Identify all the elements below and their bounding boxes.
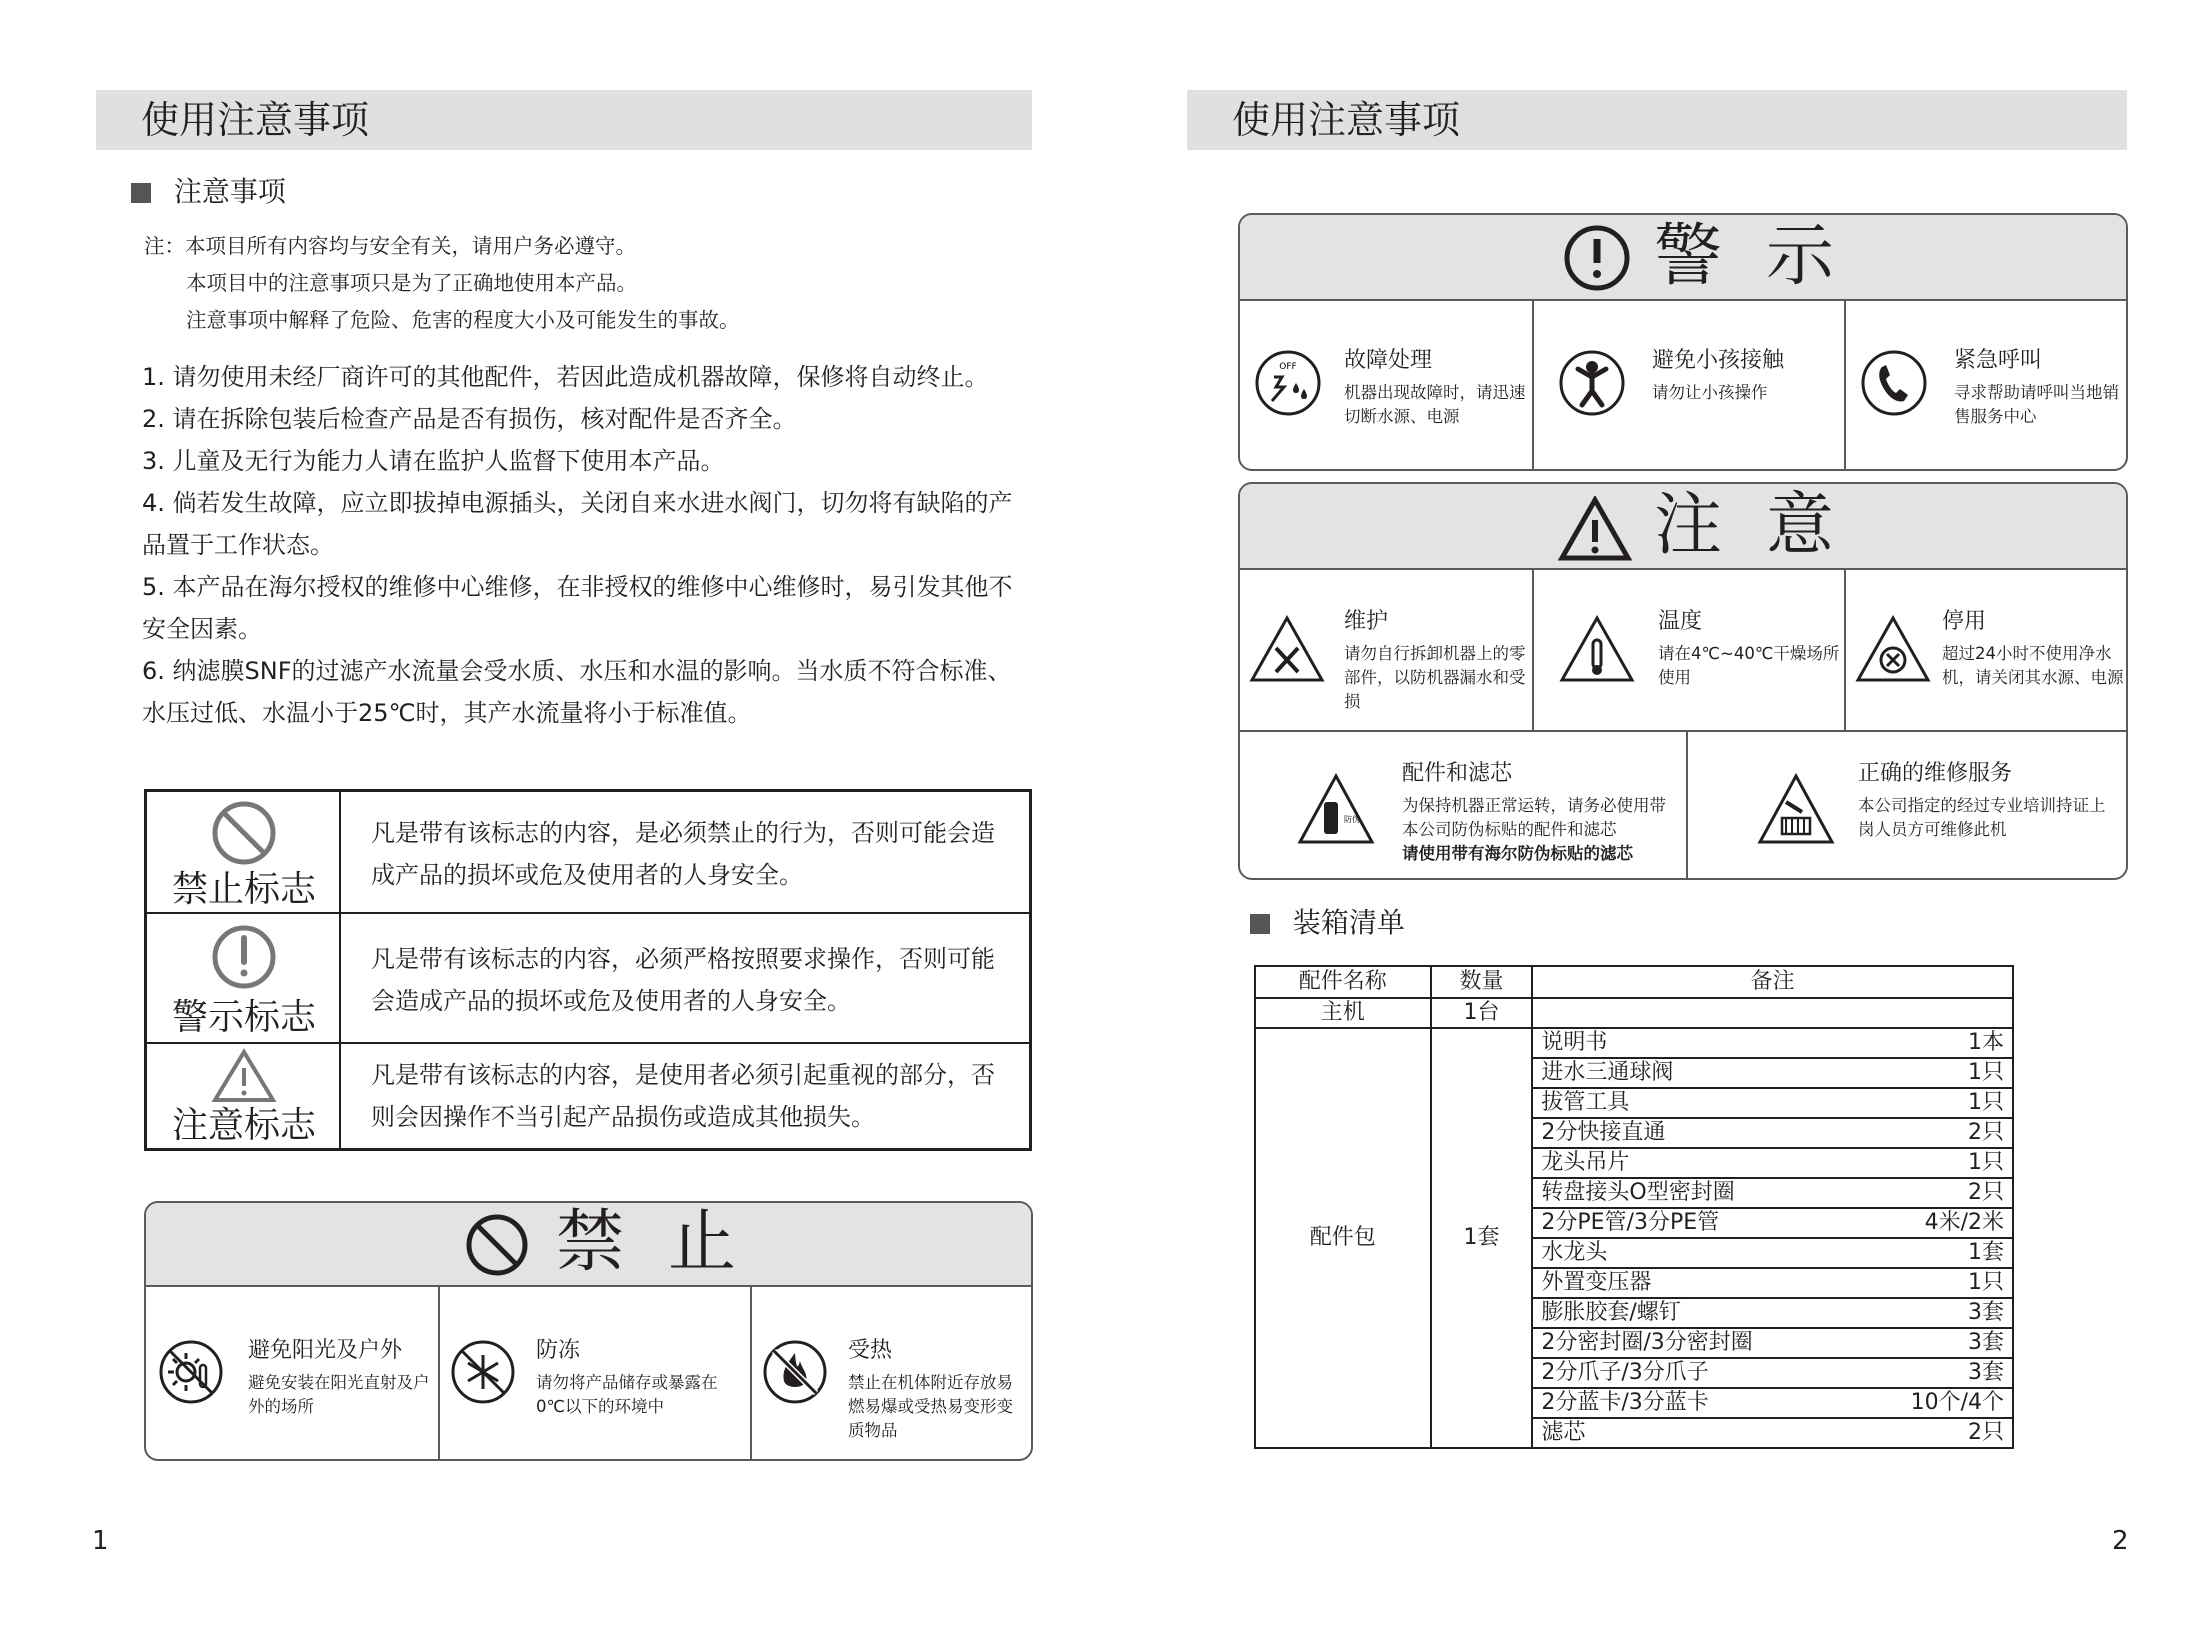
page1-header	[96, 90, 1032, 150]
numbered-item: 1. 请勿使用未经厂商许可的其他配件，若因此造成机器故障，保修将自动终止。	[142, 363, 989, 391]
numbered-item: 6. 纳滤膜SNF的过滤产水流量会受水质、水压和水温的影响。当水质不符合标准、	[142, 657, 1012, 685]
no-sunlight-icon	[158, 1339, 224, 1405]
tools-icon	[1248, 614, 1326, 684]
cell-title: 维护	[1344, 609, 1389, 634]
accessory-name: 滤芯	[1541, 1420, 1586, 1445]
accessory-name: 外置变压器	[1541, 1270, 1652, 1295]
page-number: 2	[2112, 1526, 2129, 1556]
cell-title: 温度	[1658, 609, 1703, 634]
note-line: 本项目中的注意事项只是为了正确地使用本产品。	[186, 271, 637, 295]
cell-desc: 请勿将产品储存或暴露在0℃以下的环境中	[536, 1373, 718, 1416]
legend-row-caution	[147, 1044, 1029, 1148]
column-header: 配件名称	[1255, 966, 1431, 998]
power-off-icon	[1254, 349, 1322, 417]
exclamation-circle-icon	[211, 924, 277, 990]
accessory-qty: 1只	[1968, 1060, 2004, 1085]
caution-panel	[1238, 482, 2128, 880]
cell-desc: 请勿让小孩操作	[1652, 383, 1768, 402]
accessory-cell	[1532, 1328, 2013, 1358]
accessory-cell	[1532, 1358, 2013, 1388]
cell-title: 避免阳光及户外	[248, 1338, 403, 1363]
accessory-qty: 2只	[1968, 1180, 2004, 1205]
item-qty: 1台	[1431, 998, 1533, 1028]
kit-name: 配件包	[1255, 1028, 1431, 1448]
child-icon	[1558, 349, 1626, 417]
numbered-item: 品置于工作状态。	[142, 531, 334, 559]
column-header: 数量	[1431, 966, 1533, 998]
accessory-qty: 3套	[1968, 1300, 2004, 1325]
accessory-name: 2分密封圈/3分密封圈	[1541, 1330, 1753, 1355]
snowflake-icon	[450, 1339, 516, 1405]
cell-desc: 本公司指定的经过专业培训持证上岗人员方可维修此机	[1858, 796, 2106, 839]
legend-row-prohibit	[147, 792, 1029, 914]
table-row	[1255, 998, 2013, 1028]
warning-cell-call	[1844, 301, 2128, 471]
cell-title: 防冻	[536, 1338, 581, 1363]
numbered-item: 水压过低、水温小于25℃时，其产水流量将小于标准值。	[142, 699, 752, 727]
legend-text: 凡是带有该标志的内容，是使用者必须引起重视的部分，否则会因操作不当引起产品损伤或造成其他损失。	[371, 1061, 995, 1131]
accessory-cell	[1532, 1028, 2013, 1058]
column-header: 备注	[1532, 966, 2013, 998]
caution-cell-filter	[1240, 732, 1686, 880]
accessory-name: 水龙头	[1541, 1240, 1608, 1265]
accessory-qty: 10个/4个	[1910, 1390, 2004, 1415]
accessory-name: 说明书	[1541, 1030, 1608, 1055]
packing-list-table	[1254, 965, 2014, 1449]
numbered-item: 4. 倘若发生故障，应立即拔掉电源插头，关闭自来水进水阀门，切勿将有缺陷的产	[142, 489, 1013, 517]
caution-cell-maintain	[1240, 570, 1532, 732]
accessory-cell	[1532, 1208, 2013, 1238]
thermometer-icon	[1558, 614, 1636, 684]
note-line: 注：本项目所有内容均与安全有关，请用户务必遵守。	[144, 234, 636, 258]
accessory-name: 2分爪子/3分爪子	[1541, 1360, 1709, 1385]
prohibit-cell-freeze	[438, 1287, 750, 1461]
prohibit-cell-heat	[750, 1287, 1033, 1461]
accessory-qty: 2只	[1968, 1420, 2004, 1445]
stop-x-icon	[1854, 614, 1932, 684]
warning-panel	[1238, 213, 2128, 471]
warning-title: 警示	[1654, 217, 1879, 296]
accessory-qty: 2只	[1968, 1120, 2004, 1145]
accessory-cell	[1532, 1238, 2013, 1268]
item-name: 主机	[1255, 998, 1431, 1028]
numbered-item: 2. 请在拆除包装后检查产品是否有损伤，核对配件是否齐全。	[142, 405, 797, 433]
cell-title: 配件和滤芯	[1402, 761, 1513, 786]
caution-cell-temperature	[1532, 570, 1844, 732]
section-title-notes: 注意事项	[131, 174, 286, 210]
accessory-qty: 1套	[1968, 1240, 2004, 1265]
page2-header-title: 使用注意事项	[1232, 98, 1461, 142]
section-title-packing: 装箱清单	[1250, 905, 1405, 941]
accessory-name: 膨胀胶套/螺钉	[1541, 1300, 1681, 1325]
caution-cell-service	[1686, 732, 2128, 880]
page1-header-title: 使用注意事项	[141, 98, 370, 142]
cell-desc: 请在4℃~40℃干燥场所使用	[1658, 644, 1840, 687]
accessory-name: 龙头吊片	[1541, 1150, 1630, 1175]
no-fire-icon	[762, 1339, 828, 1405]
off-text: OFF	[1279, 362, 1297, 372]
prohibit-icon	[464, 1212, 530, 1278]
accessory-cell	[1532, 1178, 2013, 1208]
accessory-cell	[1532, 1298, 2013, 1328]
warning-triangle-icon	[211, 1048, 277, 1104]
cell-desc: 为保持机器正常运转，请务必使用带本公司防伪标贴的配件和滤芯	[1402, 796, 1666, 839]
accessory-qty: 1只	[1968, 1270, 2004, 1295]
accessory-qty: 4米/2米	[1924, 1210, 2004, 1235]
accessory-cell	[1532, 1418, 2013, 1448]
cell-title: 避免小孩接触	[1652, 348, 1785, 373]
page-number: 1	[92, 1526, 109, 1556]
cell-title: 停用	[1942, 609, 1987, 634]
cell-desc: 避免安装在阳光直射及户外的场所	[248, 1373, 430, 1416]
caution-cell-stop	[1844, 570, 2128, 732]
note-line: 注意事项中解释了危险、危害的程度大小及可能发生的事故。	[186, 308, 740, 332]
cell-desc: 寻求帮助请呼叫当地销售服务中心	[1954, 383, 2119, 426]
legend-label: 禁止标志	[171, 869, 316, 910]
accessory-qty: 3套	[1968, 1330, 2004, 1355]
accessory-name: 2分PE管/3分PE管	[1541, 1210, 1720, 1235]
warning-cell-child	[1532, 301, 1844, 471]
cell-title: 正确的维修服务	[1858, 761, 2013, 786]
table-header-row	[1255, 966, 2013, 998]
repair-service-icon	[1756, 772, 1836, 846]
accessory-cell	[1532, 1268, 2013, 1298]
cell-title: 紧急呼叫	[1954, 348, 2043, 373]
table-row	[1255, 1028, 2013, 1058]
accessory-cell	[1532, 1118, 2013, 1148]
accessory-cell	[1532, 1088, 2013, 1118]
accessory-qty: 1只	[1968, 1090, 2004, 1115]
numbered-item: 3. 儿童及无行为能力人请在监护人监督下使用本产品。	[142, 447, 725, 475]
accessory-cell	[1532, 1058, 2013, 1088]
cell-desc: 机器出现故障时，请迅速切断水源、电源	[1344, 383, 1526, 426]
accessory-name: 拔管工具	[1541, 1090, 1630, 1115]
cell-title: 故障处理	[1344, 348, 1433, 373]
accessory-qty: 1只	[1968, 1150, 2004, 1175]
legend-label: 警示标志	[171, 997, 316, 1038]
kit-qty: 1套	[1431, 1028, 1533, 1448]
legend-label: 注意标志	[171, 1105, 316, 1146]
accessory-name: 2分快接直通	[1541, 1120, 1666, 1145]
cell-desc: 请勿自行拆卸机器上的零部件，以防机器漏水和受损	[1344, 644, 1526, 711]
legend-row-warning	[147, 914, 1029, 1044]
cell-title: 受热	[848, 1338, 893, 1363]
accessory-name: 2分蓝卡/3分蓝卡	[1541, 1390, 1709, 1415]
exclamation-circle-icon	[1562, 223, 1632, 293]
cell-desc: 超过24小时不使用净水机，请关闭其水源、电源	[1942, 644, 2124, 687]
phone-icon	[1860, 349, 1928, 417]
filter-cartridge-icon	[1296, 772, 1376, 846]
accessory-cell	[1532, 1388, 2013, 1418]
cell-desc: 禁止在机体附近存放易燃易爆或受热易变形变质物品	[848, 1373, 1013, 1440]
accessory-cell	[1532, 1148, 2013, 1178]
warning-triangle-icon	[1558, 496, 1632, 562]
accessory-name: 进水三通球阀	[1541, 1060, 1674, 1085]
warning-cell-fault	[1240, 301, 1532, 471]
prohibit-icon	[211, 800, 277, 866]
accessory-qty: 1本	[1968, 1030, 2004, 1055]
accessory-name: 转盘接头O型密封圈	[1541, 1180, 1735, 1205]
prohibit-cell-sun	[146, 1287, 438, 1461]
symbol-legend-table	[144, 789, 1032, 1151]
accessory-qty: 3套	[1968, 1360, 2004, 1385]
legend-text: 凡是带有该标志的内容，必须严格按照要求操作，否则可能会造成产品的损坏或危及使用者的人身安全。	[371, 945, 995, 1015]
numbered-item: 5. 本产品在海尔授权的维修中心维修，在非授权的维修中心维修时，易引发其他不	[142, 573, 1013, 601]
numbered-item: 安全因素。	[142, 615, 262, 643]
prohibit-panel	[144, 1201, 1033, 1461]
legend-text: 凡是带有该标志的内容，是必须禁止的行为，否则可能会造成产品的损坏或危及使用者的人身安全。	[371, 819, 995, 889]
filter-icon-text: 防伪	[1344, 815, 1360, 824]
cell-desc-bold: 请使用带有海尔防伪标贴的滤芯	[1402, 844, 1633, 863]
prohibit-title: 禁止	[556, 1203, 781, 1282]
page2-header	[1187, 90, 2127, 150]
caution-title: 注意	[1654, 486, 1879, 565]
